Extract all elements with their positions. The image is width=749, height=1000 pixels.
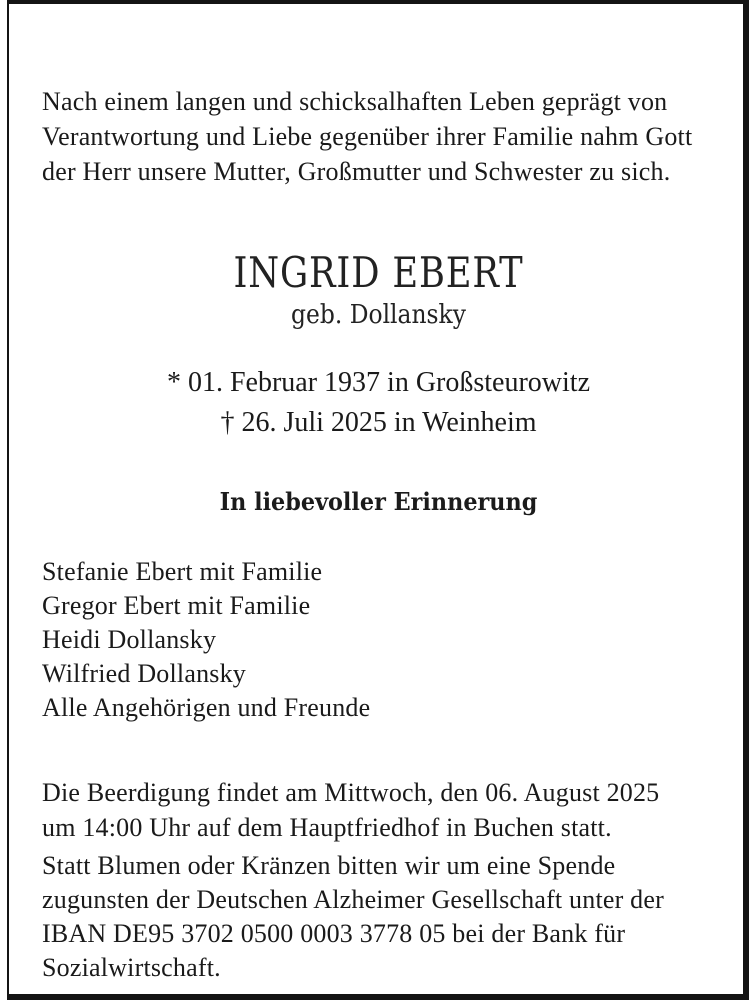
intro-paragraph — [42, 84, 715, 189]
donation-line: IBAN DE95 3702 0500 0003 3778 05 bei der Bank für — [42, 919, 626, 948]
mourners-list — [42, 555, 715, 725]
funeral-line: um 14:00 Uhr auf dem Hauptfriedhof in Buchen statt. — [42, 813, 612, 842]
funeral-line: Die Beerdigung findet am Mittwoch, den 06. August 2025 — [42, 778, 660, 807]
intro-line: Verantwortung und Liebe gegenüber ihrer Familie nahm Gott — [42, 122, 693, 151]
mourner-line: Heidi Dollansky — [42, 625, 217, 654]
mourner-line: Wilfried Dollansky — [42, 659, 247, 688]
mourner-line: Stefanie Ebert mit Familie — [42, 557, 323, 586]
death-line: † 26. Juli 2025 in Weinheim — [220, 407, 537, 438]
notice-content — [9, 84, 743, 985]
maiden-name: geb. Dollansky — [291, 300, 466, 330]
donation-line: zugunsten der Deutschen Alzheimer Gesellschaft unter der — [42, 885, 664, 914]
memorial-line: In liebevoller Erinnerung — [219, 487, 538, 516]
mourner-line: Alle Angehörigen und Freunde — [42, 693, 371, 722]
birth-line: * 01. Februar 1937 in Großsteurowitz — [166, 367, 591, 398]
notice-border-frame — [7, 0, 749, 1000]
donation-line: Sozialwirtschaft. — [42, 953, 221, 982]
donation-paragraph — [42, 849, 715, 985]
deceased-name: INGRID EBERT — [233, 248, 524, 297]
intro-line: der Herr unsere Mutter, Großmutter und Schwester zu sich. — [42, 157, 671, 186]
intro-line: Nach einem langen und schicksalhaften Leben geprägt von — [42, 87, 668, 116]
mourner-line: Gregor Ebert mit Familie — [42, 591, 311, 620]
funeral-paragraph — [42, 775, 715, 845]
donation-line: Statt Blumen oder Kränzen bitten wir um eine Spende — [42, 851, 616, 880]
